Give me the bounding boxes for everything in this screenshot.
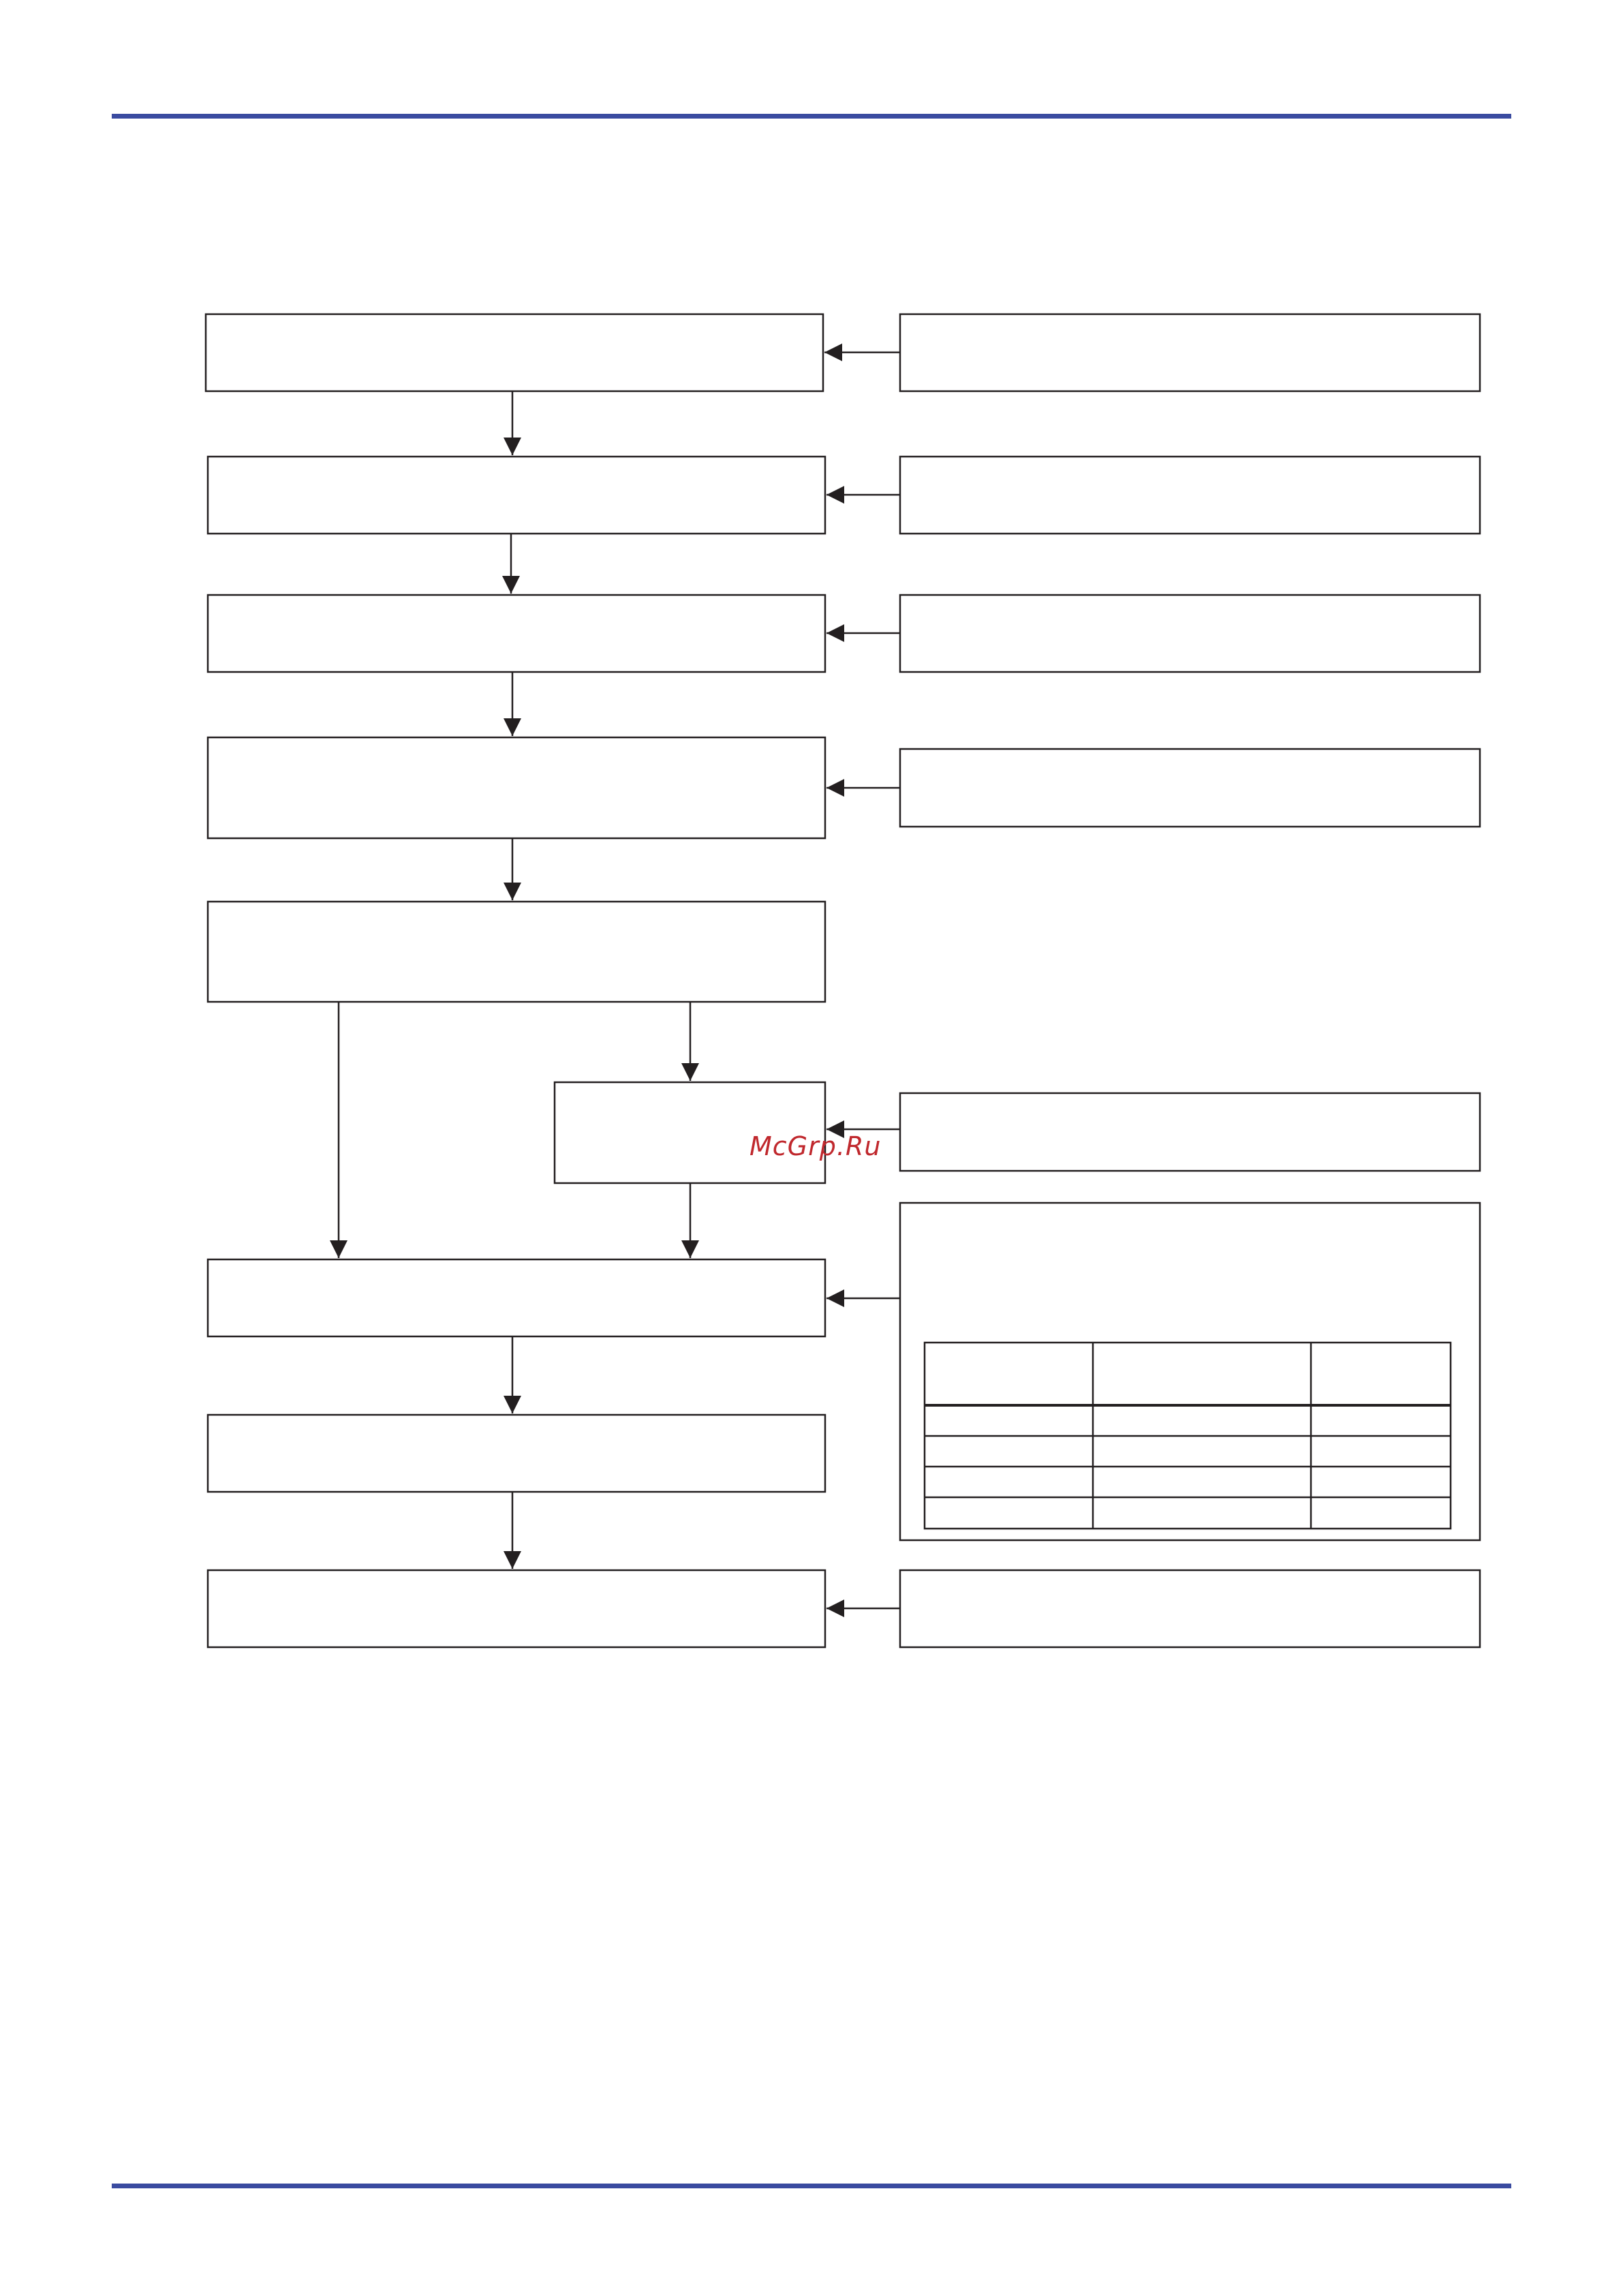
step-box-4 <box>208 737 825 838</box>
side-note-2 <box>900 457 1480 534</box>
side-notes <box>900 314 1480 1647</box>
flow-arrows <box>339 391 690 1569</box>
step-box-8 <box>208 1570 825 1647</box>
step-box-1 <box>206 314 823 391</box>
watermark-text: McGrp.Ru <box>749 1131 882 1161</box>
side-note-6-with-table <box>900 1203 1480 1540</box>
main-column <box>206 314 825 1647</box>
side-note-5 <box>900 1093 1480 1171</box>
step-box-5 <box>208 902 825 1002</box>
side-note-4 <box>900 749 1480 827</box>
side-note-1 <box>900 314 1480 391</box>
step-box-3 <box>208 595 825 672</box>
note-arrows <box>824 352 900 1608</box>
bottom-rule <box>112 2184 1511 2188</box>
step-box-7 <box>208 1415 825 1492</box>
step-box-6 <box>208 1259 825 1336</box>
step-box-2 <box>208 457 825 534</box>
spec-table <box>925 1343 1451 1529</box>
side-note-3 <box>900 595 1480 672</box>
side-note-7 <box>900 1570 1480 1647</box>
